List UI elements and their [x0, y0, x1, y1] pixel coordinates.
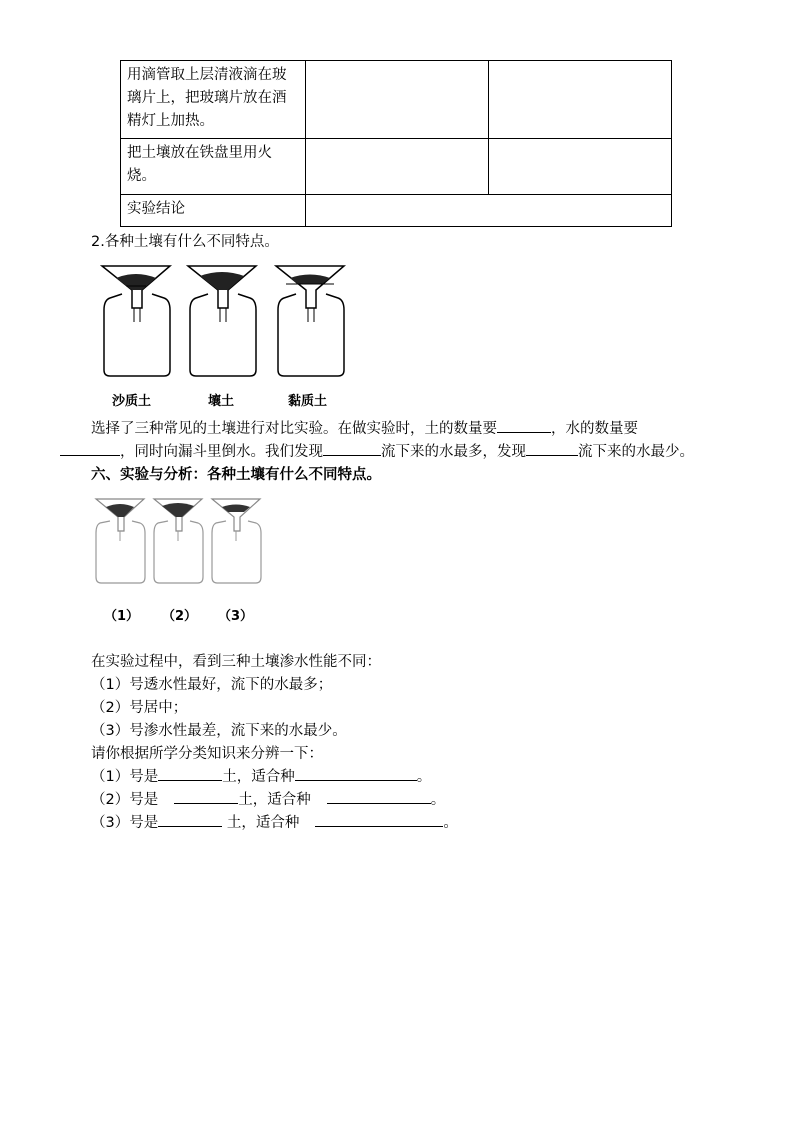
crop-blank[interactable]	[327, 789, 431, 804]
question-1: （1）号是 土，适合种 。	[91, 766, 431, 788]
obs-3: （3）号渗水性最差，流下来的水最少。	[91, 723, 347, 739]
fill-blank[interactable]	[323, 441, 381, 456]
table-cell-blank	[306, 61, 489, 139]
experiment-table	[120, 60, 672, 227]
section6-heading: 六、实验与分析：各种土壤有什么不同特点。	[91, 467, 381, 483]
soil-type-blank[interactable]	[174, 789, 238, 804]
question-2: （2）号是 土，适合种 。	[91, 789, 445, 811]
soil-label-sandy: 沙质土	[112, 394, 152, 409]
soil-type-blank[interactable]	[158, 766, 222, 781]
table-row	[121, 61, 672, 139]
obs-1: （1）号透水性最好，流下的水最多；	[91, 677, 333, 693]
section2-para-line2: ，同时向漏斗里倒水。我们发现 流下来的水最多，发现 流下来的水最少。	[60, 441, 694, 463]
figure-label-3: （3）	[218, 609, 254, 624]
section2-para-line1: 选择了三种常见的土壤进行对比实验。在做实验时，土的数量要 ，水的数量要	[91, 418, 638, 440]
figure-label-1: （1）	[104, 609, 140, 624]
table-cell-conclusion	[306, 195, 672, 227]
fill-blank[interactable]	[497, 418, 551, 433]
bottle-loam	[188, 266, 256, 376]
classify-prompt: 请你根据所学分类知识来分辨一下：	[91, 746, 323, 762]
soil-label-clay: 黏质土	[288, 394, 328, 409]
bottle-clay	[276, 266, 344, 376]
bottle-1	[96, 499, 145, 583]
crop-blank[interactable]	[295, 766, 417, 781]
soil-type-blank[interactable]	[158, 812, 222, 827]
soil-bottles-figure	[96, 262, 356, 382]
bottle-3	[212, 499, 261, 583]
soil-bottles-figure-2	[94, 497, 264, 587]
table-cell-blank	[489, 61, 672, 139]
section2-heading: 2.各种土壤有什么不同特点。	[91, 234, 279, 250]
obs-2: （2）号居中；	[91, 700, 188, 716]
question-3: （3）号是 土，适合种 。	[91, 812, 458, 834]
bottle-sandy	[102, 266, 170, 376]
table-cell-blank	[306, 139, 489, 195]
table-cell-conclusion-label: 实验结论	[121, 195, 306, 227]
obs-intro: 在实验过程中，看到三种土壤渗水性能不同：	[91, 654, 381, 670]
bottle-2	[154, 499, 203, 583]
table-cell-blank	[489, 139, 672, 195]
fill-blank[interactable]	[526, 441, 578, 456]
table-row	[121, 139, 672, 195]
table-row	[121, 195, 672, 227]
crop-blank[interactable]	[315, 812, 443, 827]
soil-label-loam: 壤土	[208, 394, 235, 409]
table-cell-step: 把土壤放在铁盘里用火烧。	[121, 139, 306, 195]
fill-blank[interactable]	[60, 441, 120, 456]
figure-label-2: （2）	[162, 609, 198, 624]
table-cell-step: 用滴管取上层清液滴在玻璃片上，把玻璃片放在酒精灯上加热。	[121, 61, 306, 139]
